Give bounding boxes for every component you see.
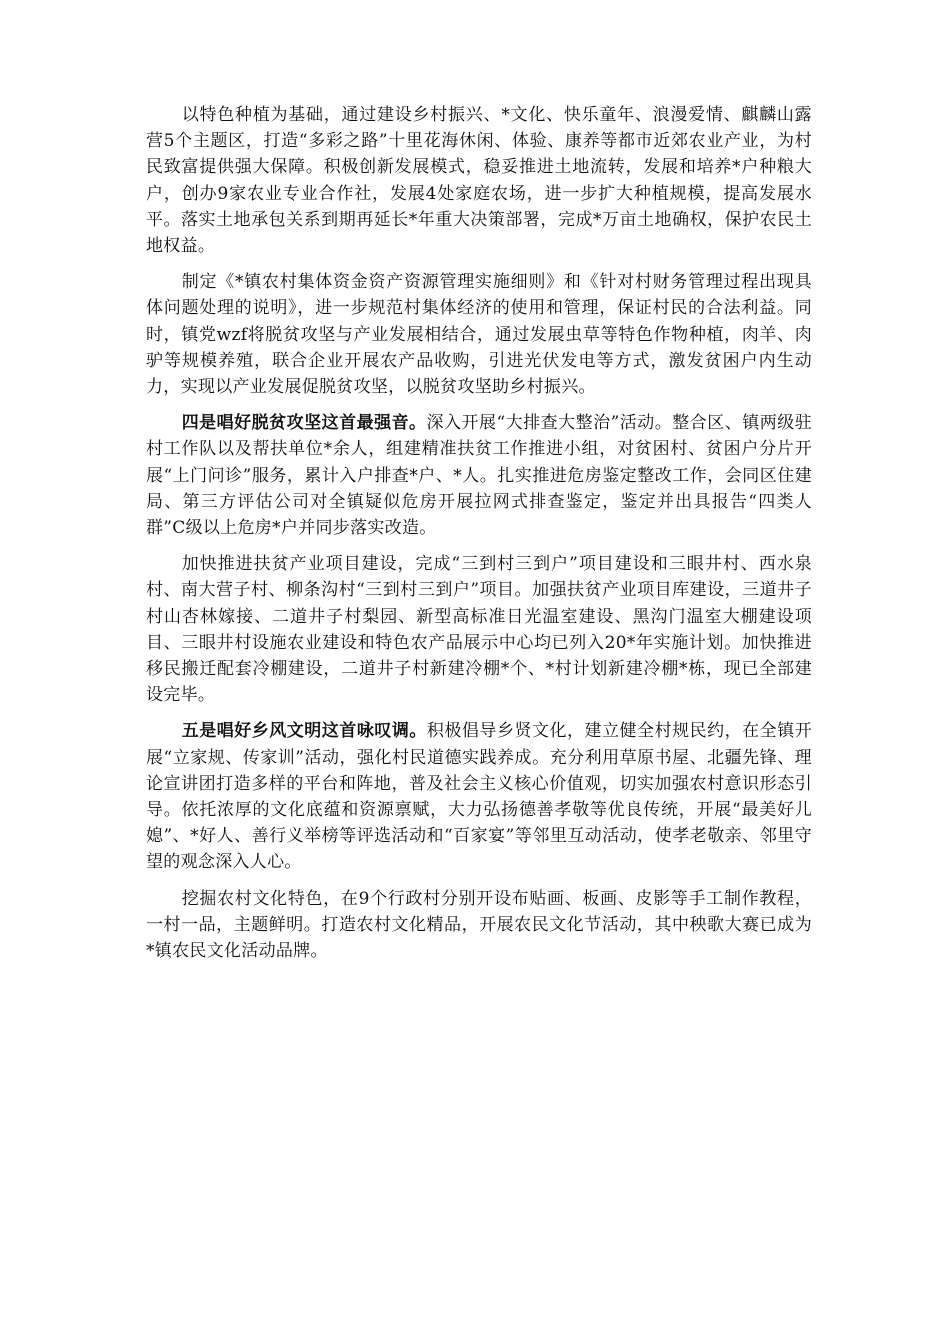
paragraph-6 — [146, 886, 812, 965]
document-body — [146, 102, 812, 974]
paragraph-1 — [146, 102, 812, 259]
paragraph-3-heading: 四是唱好脱贫攻坚这首最强音。 — [181, 413, 427, 434]
paragraph-4 — [146, 551, 812, 708]
paragraph-6-text: 挖掘农村文化特色，在9个行政村分别开设布贴画、板画、皮影等手工制作教程，一村一品，主题鲜明。打造农村文化精品，开展农民文化节活动，其中秧歌大赛已成为*镇农民文化活动品牌。 — [146, 888, 812, 962]
paragraph-3-text: 深入开展“大排查大整治”活动。整合区、镇两级驻村工作队以及帮扶单位*余人，组建精准扶贫工作推进小组，对贫困村、贫困户分片开展“上门问诊”服务，累计入户排查*户、*人。扎实推进危房鉴定整改工作，会同区住建局、第三方评估公司对全镇疑似危房开展拉网式排查鉴定，鉴定并出具报告“四类人群”C级以上危房*户并同步落实改造。 — [146, 413, 813, 539]
paragraph-2-text: 制定《*镇农村集体资金资产资源管理实施细则》和《针对村财务管理过程出现具体问题处理的说明》，进一步规范村集体经济的使用和管理，保证村民的合法利益。同时，镇党wzf将脱贫攻坚与产业发展相结合，通过发展虫草等特色作物种植，肉羊、肉驴等规模养殖，联合企业开展农产品收购，引进光伏发电等方式，激发贫困户内生动力，实现以产业发展促脱贫攻坚，以脱贫攻坚助乡村振兴。 — [146, 272, 812, 398]
paragraph-1-text: 以特色种植为基础，通过建设乡村振兴、*文化、快乐童年、浪漫爱情、麒麟山露营5个主题区，打造“多彩之路”十里花海休闲、体验、康养等都市近郊农业产业，为村民致富提供强大保障。积极创新发展模式，稳妥推进土地流转，发展和培养*户种粮大户，创办9家农业专业合作社，发展4处家庭农场，进一步扩大种植规模，提高发展水平。落实土地承包关系到期再延长*年重大决策部署，完成*万亩土地确权，保护农民土地权益。 — [146, 105, 812, 257]
paragraph-5-text: 积极倡导乡贤文化，建立健全村规民约，在全镇开展“立家规、传家训”活动，强化村民道德实践养成。充分利用草原书屋、北疆先锋、理论宣讲团打造多样的平台和阵地，普及社会主义核心价值观，切实加强农村意识形态引导。依托浓厚的文化底蕴和资源禀赋，大力弘扬德善孝敬等优良传统，开展“最美好儿媳”、*好人、善行义举榜等评选活动和“百家宴”等邻里互动活动，使孝老敬亲、邻里守望的观念深入人心。 — [146, 721, 812, 873]
paragraph-4-text: 加快推进扶贫产业项目建设，完成“三到村三到户”项目建设和三眼井村、西水泉村、南大营子村、柳条沟村“三到村三到户”项目。加强扶贫产业项目库建设，三道井子村山杏林嫁接、二道井子村梨园、新型高标准日光温室建设、黑沟门温室大棚建设项目、三眼井村设施农业建设和特色农产品展示中心均已列入20*年实施计划。加快推进移民搬迁配套冷棚建设，二道井子村新建冷棚*个、*村计划新建冷棚*栋，现已全部建设完毕。 — [146, 554, 812, 706]
paragraph-5-heading: 五是唱好乡风文明这首咏叹调。 — [181, 721, 427, 742]
paragraph-5 — [146, 718, 812, 875]
paragraph-2 — [146, 269, 812, 400]
paragraph-3 — [146, 410, 812, 541]
